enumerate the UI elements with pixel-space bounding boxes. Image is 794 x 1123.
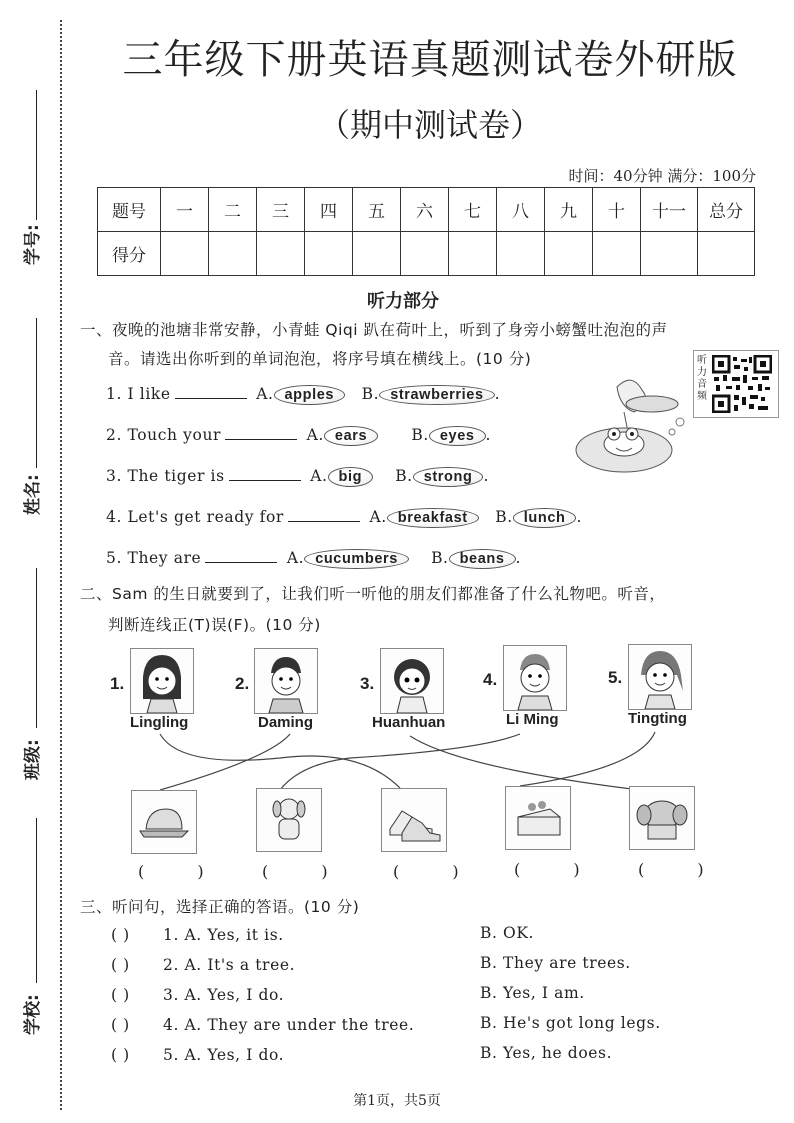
sentence-end: . [485, 426, 492, 444]
option-label: A. [310, 467, 328, 485]
person-number: 3. [360, 674, 375, 693]
question-item [106, 507, 582, 528]
elephant-bag-icon [630, 787, 694, 849]
section1-instruction-line2: 音。请选出你听到的单词泡泡，将序号填在横线上。(10 分) [108, 350, 532, 368]
answer-paren[interactable]: ( ) [111, 986, 130, 1004]
answer-blank[interactable] [288, 507, 360, 522]
answer-paren[interactable]: ( ) [638, 860, 728, 879]
score-table [97, 187, 755, 276]
score-cell[interactable] [497, 232, 545, 276]
word-bubble: cucumbers [304, 549, 409, 569]
student-no-line [36, 90, 37, 220]
option-label: B. [431, 549, 449, 567]
option-b: B. Yes, I am. [480, 984, 585, 1002]
person-name: Tingting [628, 710, 687, 727]
option-a: 4. A. They are under the tree. [163, 1016, 415, 1034]
table-cell: 十 [593, 188, 641, 232]
table-cell: 三 [257, 188, 305, 232]
question-item [106, 384, 500, 405]
question-stem: 4. Let's get ready for [106, 508, 284, 526]
qr-label: 听力音频 [697, 355, 707, 402]
match-line-3 [410, 736, 640, 790]
person-name: Huanhuan [372, 714, 446, 731]
word-bubble: big [328, 467, 374, 487]
sentence-end: . [483, 467, 489, 485]
table-cell: 四 [305, 188, 353, 232]
page-footer: 第1页，共5页 [353, 1093, 441, 1109]
option-b: B. Yes, he does. [480, 1044, 613, 1062]
section2-instruction-line1: 二、Sam 的生日就要到了，让我们听一听他的朋友们都准备了什么礼物吧。听音， [80, 585, 666, 603]
word-bubble: ears [324, 426, 378, 446]
binding-dotted-line [60, 20, 62, 1110]
answer-paren[interactable]: ( ) [393, 862, 483, 881]
word-bubble: lunch [513, 508, 577, 528]
exam-meta: 时间：40分钟 满分：100分 [568, 167, 756, 185]
question-stem: 5. They are [106, 549, 202, 567]
option-label: A. [369, 508, 387, 526]
word-bubble: beans [449, 549, 516, 569]
person-name: Li Ming [506, 711, 559, 728]
match-line-4 [280, 734, 520, 790]
portrait-boy-daming [254, 648, 318, 714]
sneakers-icon [382, 789, 446, 851]
person-number: 5. [608, 668, 623, 687]
question-stem: 3. The tiger is [106, 467, 225, 485]
name-label: 姓名: [23, 474, 43, 515]
option-label: B. [395, 467, 413, 485]
student-no-label: 学号: [23, 224, 43, 265]
question-item [106, 425, 491, 446]
table-cell: 八 [497, 188, 545, 232]
section3-instruction: 三、听问句，选择正确的答语。(10 分) [80, 898, 360, 916]
word-bubble: eyes [429, 426, 486, 446]
sentence-end: . [494, 385, 501, 403]
score-table-score-row [98, 232, 755, 276]
answer-paren[interactable]: ( ) [111, 1046, 130, 1064]
section2-instruction-line2: 判断连线正(T)误(F)。(10 分) [108, 616, 321, 634]
option-label: A. [286, 549, 305, 567]
cap-icon [132, 791, 196, 853]
score-cell[interactable] [401, 232, 449, 276]
table-cell: 总分 [698, 188, 755, 232]
sentence-end: . [576, 508, 582, 526]
option-a: 3. A. Yes, I do. [163, 986, 285, 1004]
word-bubble: strong [413, 467, 484, 487]
score-cell[interactable] [209, 232, 257, 276]
score-cell[interactable] [353, 232, 401, 276]
section1-instruction-line1: 一、夜晚的池塘非常安静，小青蛙 Qiqi 趴在荷叶上，听到了身旁小螃蟹吐泡泡的声 [80, 321, 668, 339]
table-cell: 六 [401, 188, 449, 232]
frog-on-lily-pad-illustration [572, 372, 692, 480]
answer-paren[interactable]: ( ) [111, 1016, 130, 1034]
gift-cake [505, 786, 571, 850]
score-cell[interactable] [641, 232, 698, 276]
person-number: 1. [110, 674, 125, 693]
table-cell: 七 [449, 188, 497, 232]
page-subtitle: （期中测试卷） [317, 106, 542, 144]
person-number: 4. [483, 670, 498, 689]
word-bubble: apples [274, 385, 346, 405]
option-label: B. [411, 426, 429, 444]
name-line [36, 318, 37, 468]
word-bubble: strawberries [379, 385, 494, 405]
portrait-girl-huanhuan [380, 648, 444, 714]
table-cell: 九 [545, 188, 593, 232]
girl-face-icon [381, 649, 443, 713]
table-cell: 得分 [98, 232, 161, 276]
score-cell[interactable] [593, 232, 641, 276]
question-item [106, 548, 521, 569]
table-cell: 十一 [641, 188, 698, 232]
option-b: B. OK. [480, 924, 535, 942]
match-line-2 [160, 734, 290, 790]
gift-toy-dog [256, 788, 322, 852]
match-line-5 [520, 732, 655, 786]
score-cell[interactable] [545, 232, 593, 276]
class-label: 班级: [23, 739, 43, 780]
class-line [36, 568, 37, 728]
person-name: Lingling [130, 714, 189, 731]
word-bubble: breakfast [387, 508, 479, 528]
gift-cap [131, 790, 197, 854]
answer-paren[interactable]: ( ) [138, 862, 228, 881]
score-table-header-row [98, 188, 755, 232]
boy-face-icon [255, 649, 317, 713]
answer-paren[interactable]: ( ) [111, 926, 130, 944]
toy-dog-icon [257, 789, 321, 851]
qr-code-icon [712, 355, 772, 413]
girl-face-icon [629, 645, 691, 709]
answer-blank[interactable] [175, 384, 247, 399]
answer-paren[interactable]: ( ) [514, 860, 604, 879]
portrait-boy-li-ming [503, 645, 567, 711]
option-b: B. They are trees. [480, 954, 631, 972]
listening-heading: 听力部分 [367, 291, 439, 312]
answer-paren[interactable]: ( ) [111, 956, 130, 974]
school-label: 学校: [23, 994, 43, 1035]
table-cell: 五 [353, 188, 401, 232]
table-cell: 题号 [98, 188, 161, 232]
score-cell[interactable] [161, 232, 209, 276]
question-stem: 1. I like [106, 385, 171, 403]
person-number: 2. [235, 674, 250, 693]
table-cell: 二 [209, 188, 257, 232]
answer-paren[interactable]: ( ) [262, 862, 352, 881]
gift-sneakers [381, 788, 447, 852]
score-cell[interactable] [698, 232, 755, 276]
option-label: B. [361, 385, 380, 403]
sentence-end: . [515, 549, 522, 567]
option-a: 2. A. It's a tree. [163, 956, 296, 974]
boy-face-icon [504, 646, 566, 710]
page-title: 三年级下册英语真题测试卷外研版 [122, 37, 738, 83]
option-label: B. [495, 508, 513, 526]
score-cell[interactable] [257, 232, 305, 276]
table-cell: 一 [161, 188, 209, 232]
score-cell[interactable] [449, 232, 497, 276]
question-item [106, 466, 489, 487]
option-label: A. [306, 426, 324, 444]
portrait-girl-tingting [628, 644, 692, 710]
person-name: Daming [258, 714, 314, 731]
cake-icon [506, 787, 570, 849]
qr-code-block[interactable] [693, 350, 779, 418]
answer-blank[interactable] [205, 548, 277, 563]
school-line [36, 818, 37, 983]
answer-blank[interactable] [225, 425, 297, 440]
score-cell[interactable] [305, 232, 353, 276]
question-stem: 2. Touch your [106, 426, 222, 444]
portrait-girl-lingling [130, 648, 194, 714]
answer-blank[interactable] [229, 466, 301, 481]
gift-elephant-bag [629, 786, 695, 850]
option-label: A. [256, 385, 274, 403]
option-b: B. He's got long legs. [480, 1014, 661, 1032]
girl-face-icon [131, 649, 193, 713]
option-a: 5. A. Yes, I do. [163, 1046, 285, 1064]
option-a: 1. A. Yes, it is. [163, 926, 284, 944]
